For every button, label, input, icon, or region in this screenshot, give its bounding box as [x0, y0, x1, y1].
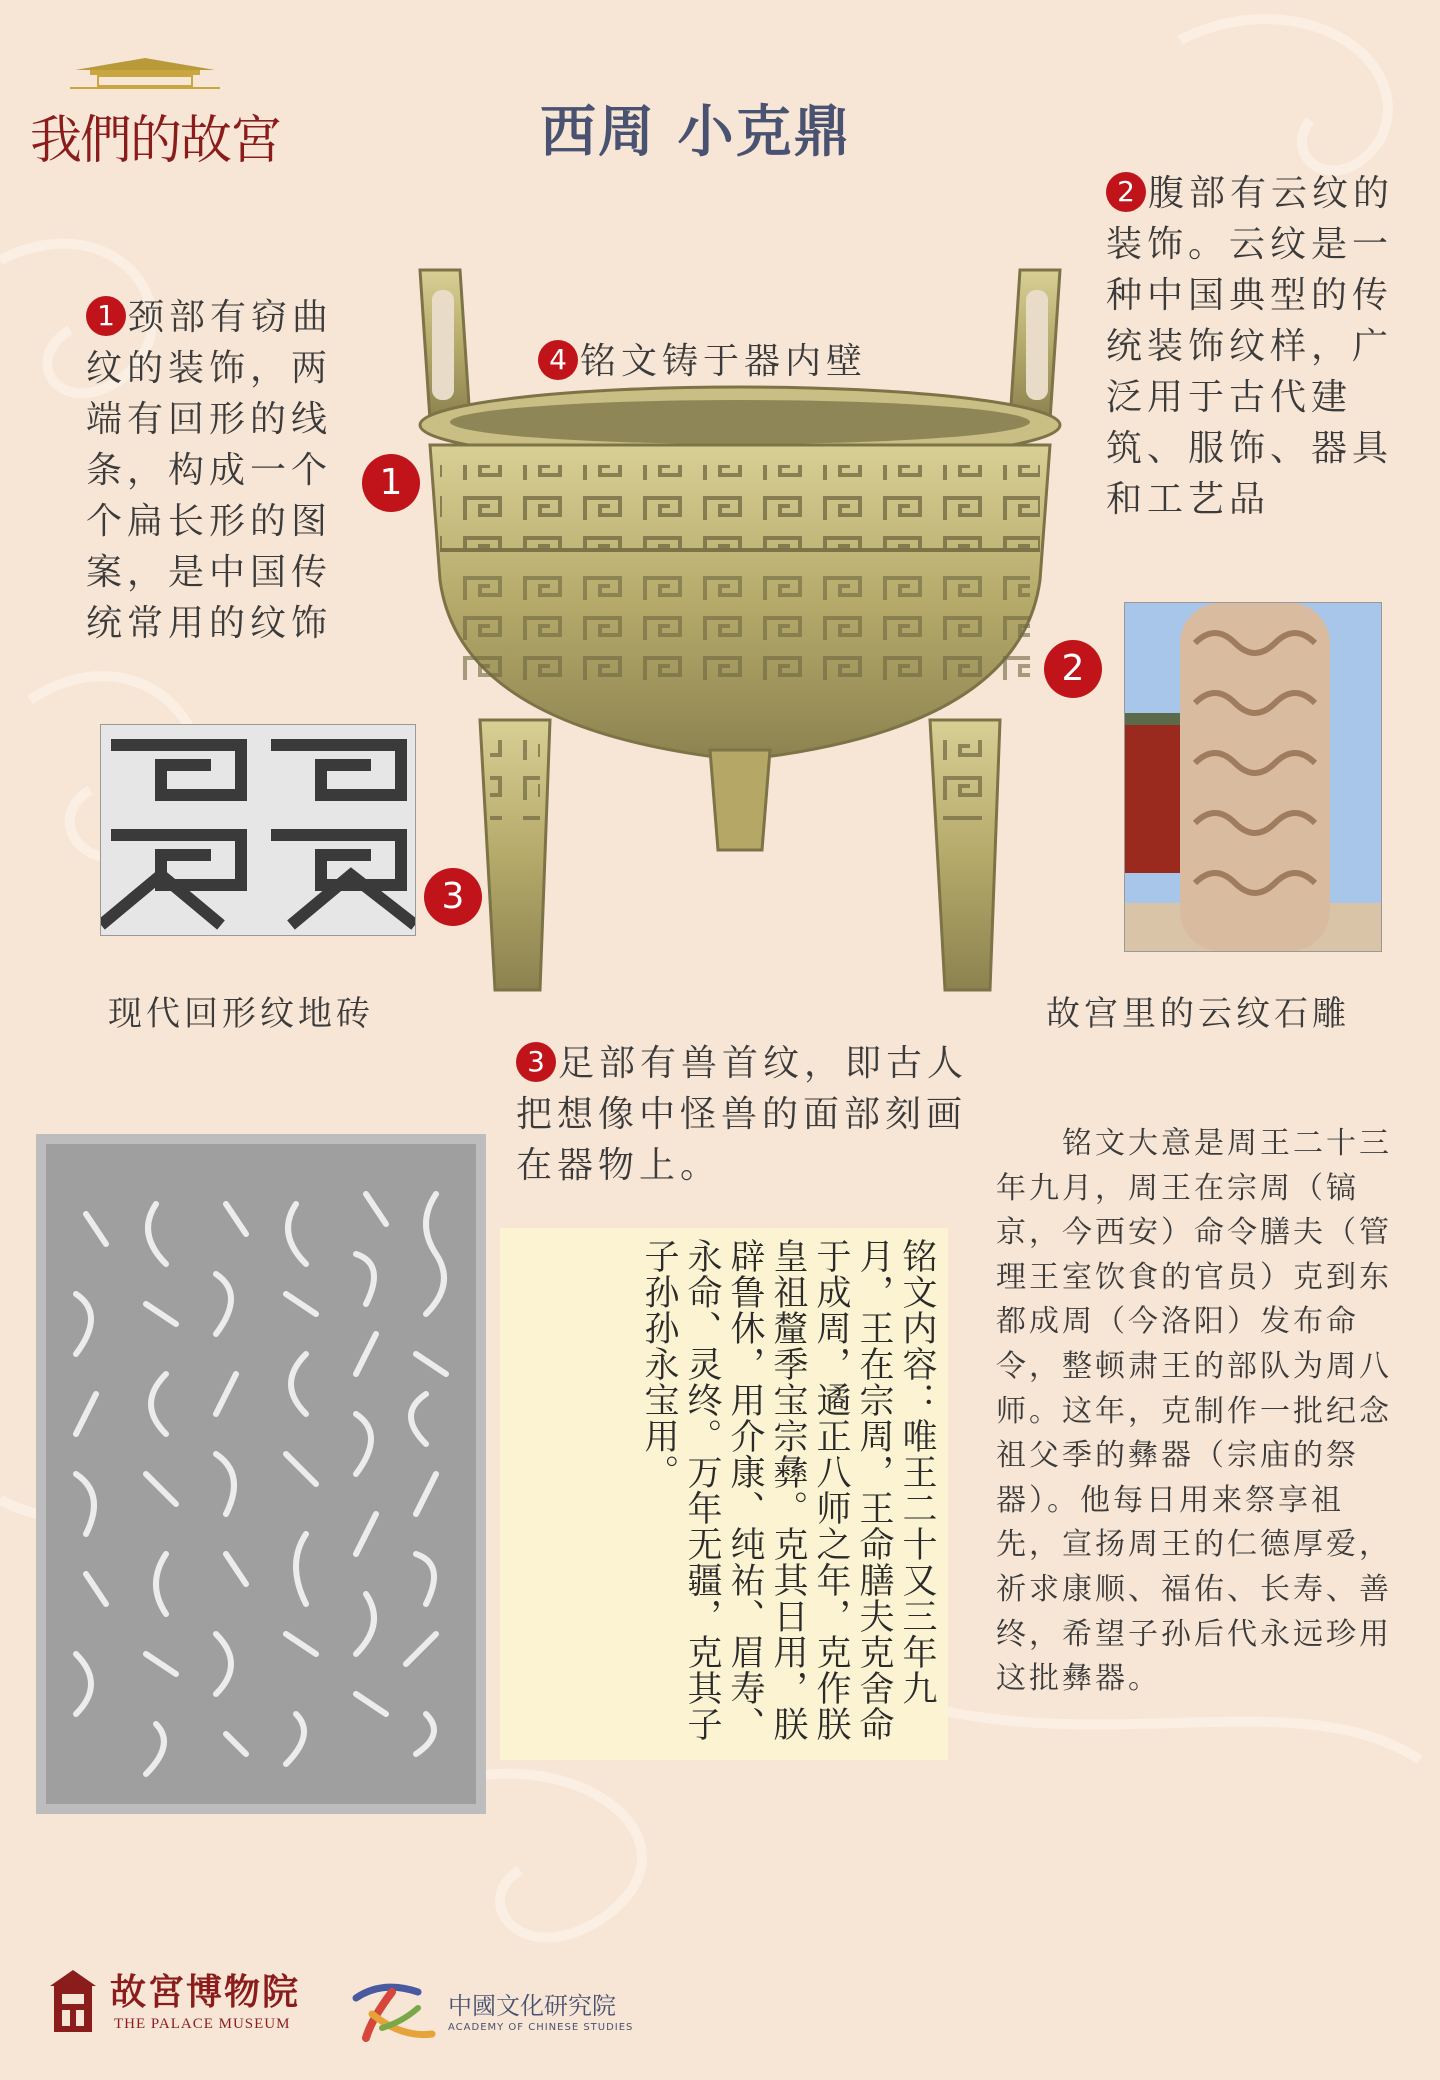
note-3-text: 足部有兽首纹，即古人把想像中怪兽的面部刻画在器物上。	[516, 1043, 969, 1186]
inscription-text: 铭文内容：唯王二十又三年九月，王在宗周，王命膳夫克舍命于成周，遹正八师之年，克作朕皇祖釐季宝宗彝。克其日用，朕辟鲁休，用介康、纯祐、眉寿、永命、灵终。万年无疆，克其子子孙孙永宝用。	[639, 1238, 937, 1742]
inscription-text-box	[500, 1228, 948, 1760]
palace-museum-cn: 故宮博物院	[110, 1971, 301, 2013]
note-2-text: 腹部有云纹的装饰。云纹是一种中国典型的传统装饰纹样，广泛用于古代建筑、服饰、器具和工艺品	[1106, 173, 1395, 520]
rubbing-texture-icon	[36, 1134, 486, 1814]
note-1	[86, 292, 366, 649]
logo-text: 我們的故宮	[30, 111, 281, 171]
note-4-number: 4	[538, 340, 578, 380]
academy-logo	[352, 1978, 652, 2048]
note-1-text: 颈部有窃曲纹的装饰，两端有回形的线条，构成一个个扁长形的图案，是中国传统常用的纹饰	[86, 297, 334, 644]
bronze-ding-image	[400, 250, 1080, 1010]
palace-roof-icon	[70, 56, 220, 90]
academy-cn: 中國文化研究院	[448, 1992, 616, 2020]
cloud-stone-carving-photo	[1124, 602, 1382, 952]
our-palace-logo	[30, 48, 290, 178]
palace-museum-logo	[48, 1962, 318, 2042]
palace-museum-emblem-icon	[48, 1968, 98, 2034]
inscription-rubbing-image	[36, 1134, 486, 1814]
note-2	[1106, 168, 1396, 525]
note-1-number: 1	[86, 296, 126, 336]
marker-2: 2	[1044, 640, 1102, 698]
marker-3: 3	[424, 868, 482, 926]
caption-stone-carving: 故宫里的云纹石雕	[1046, 994, 1350, 1034]
palace-museum-en: THE PALACE MUSEUM	[114, 2016, 291, 2032]
marker-1: 1	[362, 454, 420, 512]
meander-floor-tile-photo	[100, 724, 416, 936]
note-3-number: 3	[516, 1042, 556, 1082]
note-3	[516, 1038, 996, 1191]
note-2-number: 2	[1106, 172, 1146, 212]
caption-floor-tile: 现代回形纹地砖	[108, 994, 374, 1034]
academy-emblem-icon	[352, 1978, 438, 2044]
meander-pattern-icon	[101, 725, 415, 935]
academy-en: ACADEMY OF CHINESE STUDIES	[448, 2022, 634, 2033]
stone-column-icon	[1125, 603, 1381, 951]
page-title: 西周 小克鼎	[540, 99, 852, 165]
inscription-explanation: 铭文大意是周王二十三年九月，周王在宗周（镐京，今西安）命令膳夫（管理王室饮食的官员）克到东都成周（今洛阳）发布命令，整顿肃王的部队为周八师。这年，克制作一批纪念祖父季的彝器（宗庙的祭器）。他每日用来祭享祖先，宣扬周王的仁德厚爱，祈求康顺、福佑、长寿、善终，希望子孙后代永远珍用这批彝器。	[996, 1126, 1392, 1697]
note-4-text: 铭文铸于器内壁	[580, 341, 868, 382]
